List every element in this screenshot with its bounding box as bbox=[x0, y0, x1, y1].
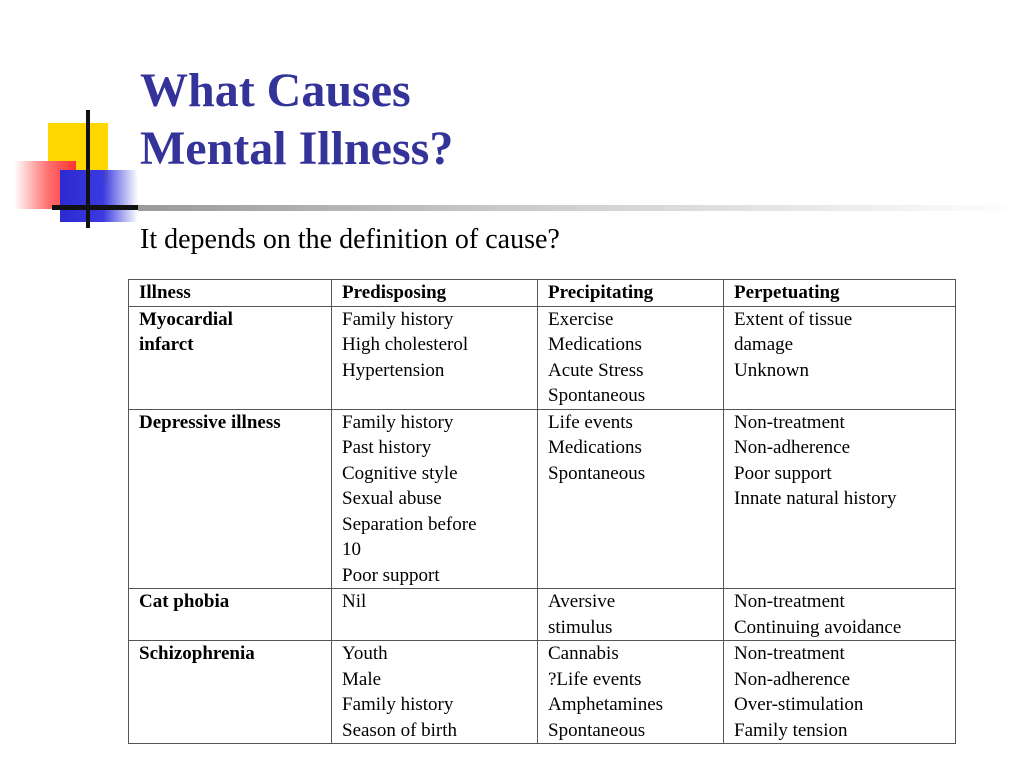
predisposing-line: Sexual abuse bbox=[342, 488, 442, 509]
slide-subtitle: It depends on the definition of cause? bbox=[140, 224, 560, 255]
cell-illness bbox=[129, 589, 332, 641]
perpetuating-line: Non-adherence bbox=[734, 437, 851, 458]
cell-predisposing bbox=[332, 589, 538, 641]
illness-line: Cat phobia bbox=[139, 591, 230, 612]
precipitating-line: Exercise bbox=[548, 308, 614, 330]
predisposing-line: High cholesterol bbox=[342, 334, 469, 355]
predisposing-line: Hypertension bbox=[342, 359, 445, 381]
perpetuating-line: Non-treatment bbox=[734, 411, 845, 433]
predisposing-line: Past history bbox=[342, 437, 432, 458]
cell-illness bbox=[129, 641, 332, 744]
cell-predisposing bbox=[332, 641, 538, 744]
decor-blue-square bbox=[60, 170, 138, 222]
table-row bbox=[129, 409, 956, 589]
predisposing-line: Male bbox=[342, 668, 382, 690]
perpetuating-line: Family tension bbox=[734, 719, 848, 741]
perpetuating-line: Poor support bbox=[734, 462, 832, 484]
predisposing-line: Family history bbox=[342, 694, 454, 715]
slide-title bbox=[140, 62, 453, 178]
precipitating-line: Spontaneous bbox=[548, 719, 646, 741]
precipitating-line: Spontaneous bbox=[548, 462, 646, 484]
perpetuating-line: damage bbox=[734, 334, 794, 355]
predisposing-line: Family history bbox=[342, 411, 454, 433]
cell-perpetuating bbox=[724, 306, 956, 409]
illness-line: Depressive illness bbox=[139, 411, 281, 433]
table-header-row bbox=[129, 280, 956, 307]
cell-precipitating bbox=[538, 306, 724, 409]
decor-fading-rule bbox=[138, 205, 1024, 211]
precipitating-line: stimulus bbox=[548, 616, 613, 638]
illness-line: Myocardial bbox=[139, 308, 233, 330]
precipitating-line: Life events bbox=[548, 411, 633, 433]
precipitating-line: Spontaneous bbox=[548, 385, 646, 406]
predisposing-line: Season of birth bbox=[342, 719, 458, 741]
precipitating-line: Medications bbox=[548, 437, 642, 458]
perpetuating-line: Non-adherence bbox=[734, 668, 851, 690]
table-row bbox=[129, 589, 956, 641]
table-row bbox=[129, 641, 956, 744]
cell-perpetuating bbox=[724, 409, 956, 589]
predisposing-line: Poor support bbox=[342, 564, 440, 586]
perpetuating-line: Innate natural history bbox=[734, 488, 897, 509]
header-precipitating: Precipitating bbox=[538, 280, 724, 307]
precipitating-line: Acute Stress bbox=[548, 359, 644, 381]
perpetuating-line: Non-treatment bbox=[734, 643, 845, 664]
header-illness: Illness bbox=[129, 280, 332, 307]
cell-illness bbox=[129, 409, 332, 589]
cell-predisposing bbox=[332, 409, 538, 589]
precipitating-line: Cannabis bbox=[548, 643, 619, 664]
perpetuating-line: Over-stimulation bbox=[734, 694, 864, 715]
predisposing-line: Nil bbox=[342, 591, 367, 612]
table-row bbox=[129, 306, 956, 409]
predisposing-line: Cognitive style bbox=[342, 462, 458, 484]
predisposing-line: Separation before bbox=[342, 513, 477, 535]
cell-perpetuating bbox=[724, 589, 956, 641]
cell-perpetuating bbox=[724, 641, 956, 744]
perpetuating-line: Unknown bbox=[734, 359, 809, 381]
cell-precipitating bbox=[538, 641, 724, 744]
cell-precipitating bbox=[538, 409, 724, 589]
decor-vertical-line bbox=[86, 110, 90, 228]
predisposing-line: Family history bbox=[342, 308, 454, 330]
cell-illness bbox=[129, 306, 332, 409]
precipitating-line: Medications bbox=[548, 334, 642, 355]
header-predisposing: Predisposing bbox=[332, 280, 538, 307]
perpetuating-line: Continuing avoidance bbox=[734, 616, 902, 638]
header-perpetuating: Perpetuating bbox=[724, 280, 956, 307]
illness-line: Schizophrenia bbox=[139, 643, 255, 664]
title-line-2: Mental Illness? bbox=[140, 122, 454, 175]
perpetuating-line: Extent of tissue bbox=[734, 308, 853, 330]
cell-precipitating bbox=[538, 589, 724, 641]
perpetuating-line: Non-treatment bbox=[734, 591, 845, 612]
cell-predisposing bbox=[332, 306, 538, 409]
precipitating-line: Aversive bbox=[548, 591, 616, 612]
title-line-1: What Causes bbox=[140, 64, 411, 117]
predisposing-line: 10 bbox=[342, 539, 361, 560]
illness-line: infarct bbox=[139, 334, 194, 355]
causes-table bbox=[128, 279, 956, 744]
decor-horizontal-line bbox=[52, 205, 142, 210]
precipitating-line: Amphetamines bbox=[548, 694, 664, 715]
precipitating-line: ?Life events bbox=[548, 668, 642, 690]
table-body bbox=[129, 306, 956, 744]
predisposing-line: Youth bbox=[342, 643, 388, 664]
